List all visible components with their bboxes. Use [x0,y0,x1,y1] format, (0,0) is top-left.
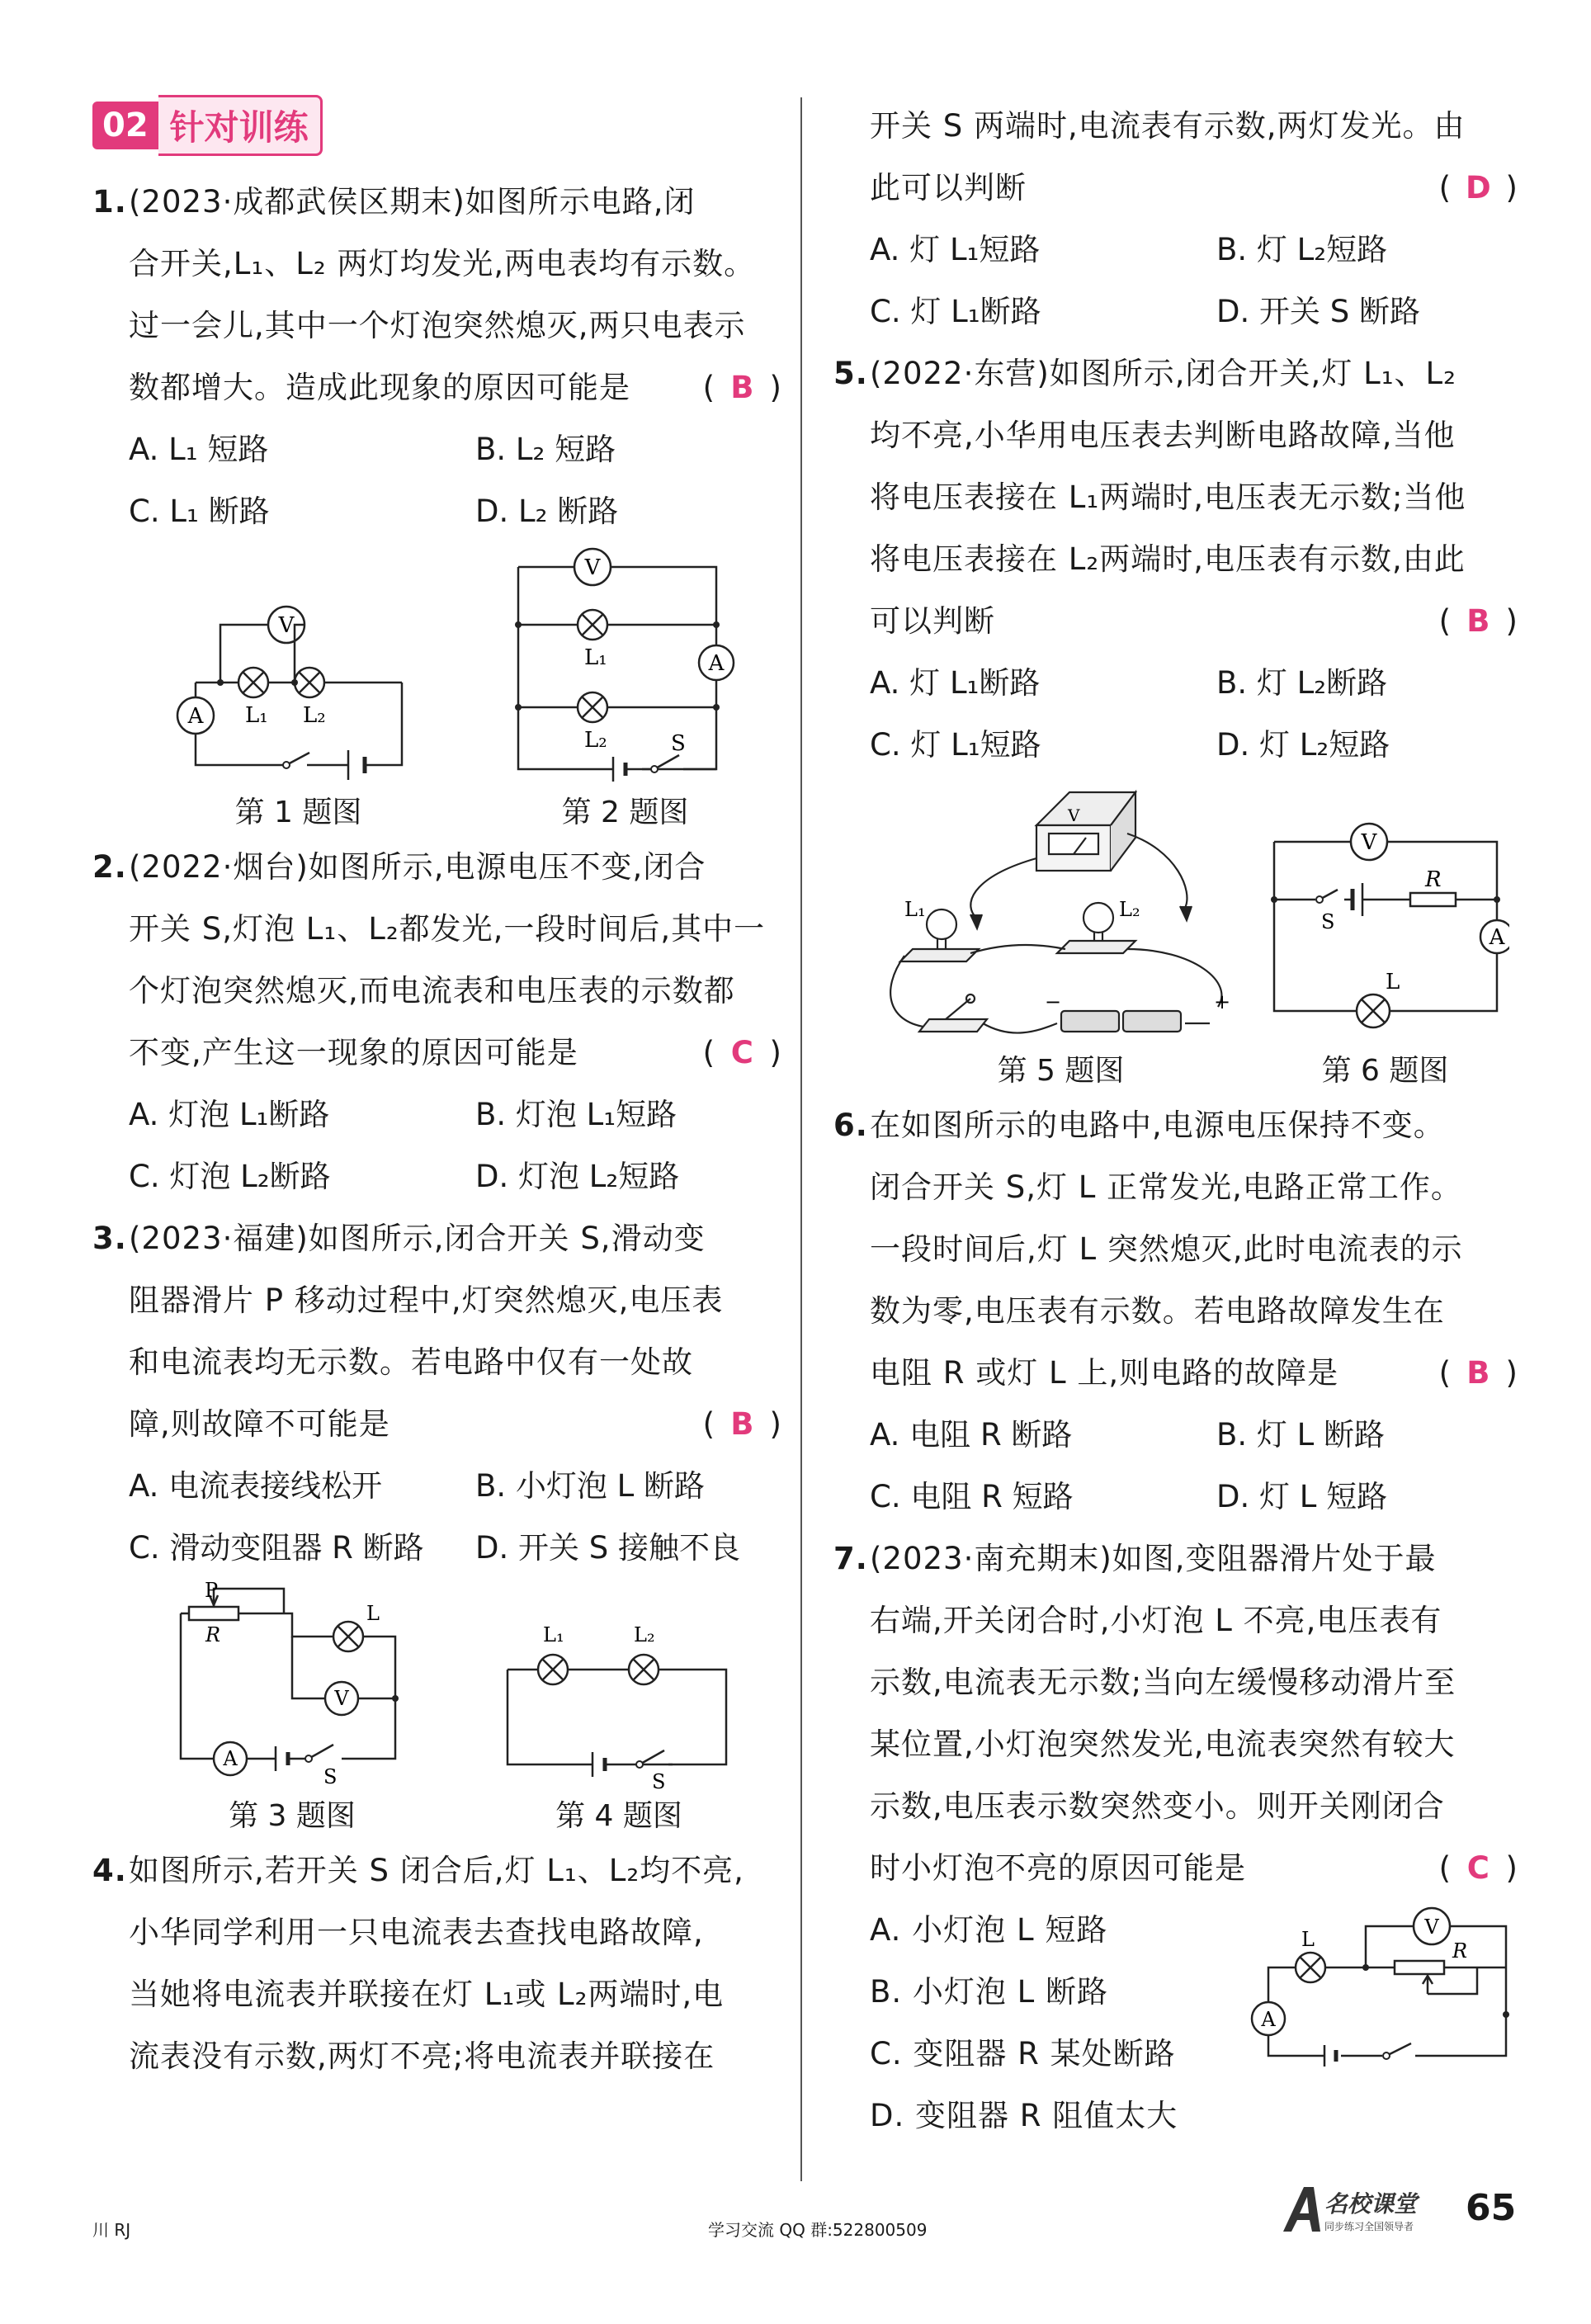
resistor-label: R [1424,867,1442,892]
question-text: 开关 S,灯泡 L₁、L₂都发光,一段时间后,其中一 [129,911,766,947]
question-4-continued [833,95,1518,342]
question-6 [833,1094,1518,1528]
question-text: 数为零,电压表有示数。若电路故障发生在 [870,1293,1445,1329]
question-text: 闭合开关 S,灯 L 正常发光,电路正常工作。 [870,1169,1462,1205]
answer-bracket: ( C ) [703,1022,782,1084]
rheostat-label: R [205,1623,221,1646]
question-1 [92,171,782,542]
question-number: 5. [833,356,868,391]
question-text: (2023·成都武侯区期末)如图所示电路,闭 [129,184,696,220]
option-a: A. 小灯泡 L 短路 [870,1912,1108,1948]
option-d: D. 开关 S 断路 [1216,294,1421,329]
question-text: (2023·南充期末)如图,变阻器滑片处于最 [870,1541,1437,1576]
slider-label: P [205,1579,219,1602]
circuit-diagram-1 [163,575,435,790]
question-text: 示数,电流表无示数;当向左缓慢移动滑片至 [870,1665,1456,1700]
option-d: D. 灯 L 短路 [1216,1479,1388,1514]
option-c: C. 灯泡 L₂断路 [129,1159,331,1194]
question-text: 如图所示,若开关 S 闭合后,灯 L₁、L₂均不亮, [129,1853,744,1888]
question-text: 此可以判断 [870,170,1027,205]
option-a: A. 灯泡 L₁断路 [129,1097,330,1132]
ammeter-label: A [223,1747,238,1770]
option-c: C. 变阻器 R 某处断路 [870,2036,1176,2071]
option-b: B. 灯 L₂断路 [1216,665,1388,701]
question-2 [92,836,782,1207]
question-text: 一段时间后,灯 L 突然熄灭,此时电流表的示 [870,1231,1463,1267]
lamp-l1-label: L₁ [244,703,268,728]
voltmeter-device-label: V [1067,805,1079,825]
answer: B [1466,1355,1491,1391]
answer: B [1466,603,1491,639]
question-text: 均不亮,小华用电压表去判断电路故障,当他 [870,418,1456,453]
page-number: 65 [1466,2187,1517,2229]
voltmeter-label: V [334,1687,349,1710]
brand-tagline: 同步练习全国领导者 [1324,2221,1414,2232]
answer: C [1466,1850,1490,1886]
question-text: (2022·东营)如图所示,闭合开关,灯 L₁、L₂ [870,356,1456,391]
option-c: C. 灯 L₁短路 [870,727,1041,763]
option-a: A. L₁ 短路 [129,432,269,467]
question-text: 将电压表接在 L₁两端时,电压表无示数;当他 [870,479,1466,515]
question-text: 小华同学利用一只电流表去查找电路故障, [129,1915,704,1950]
answer: B [730,370,755,405]
footer-edition: 川 RJ [92,2220,131,2240]
option-b: B. L₂ 短路 [475,432,616,467]
physical-circuit-diagram-5 [880,776,1243,1048]
option-a: A. 电流表接线松开 [129,1468,383,1504]
option-b: B. 小灯泡 L 断路 [870,1974,1109,2010]
ammeter-label: A [187,704,203,729]
question-text: 可以判断 [870,603,995,639]
switch-label: S [1320,910,1334,933]
option-c: C. 电阻 R 短路 [870,1479,1074,1514]
figure-caption: 第 5 题图 [997,1054,1125,1088]
option-a: A. 灯 L₁断路 [870,665,1041,701]
lamp-l1-label: L₁ [904,898,926,921]
question-text: (2022·烟台)如图所示,电源电压不变,闭合 [129,849,706,885]
lamp-l2-label: L₂ [634,1623,655,1646]
section-title: 针对训练 [158,95,323,156]
brand-name: 名校课堂 [1324,2190,1418,2218]
footer-qq-group: 学习交流 QQ 群:522800509 [708,2220,928,2240]
voltmeter-label: V [1361,830,1376,855]
figure-6 [1262,817,1509,1094]
question-text: 和电流表均无示数。若电路中仅有一处故 [129,1344,693,1380]
option-b: B. 小灯泡 L 断路 [475,1468,706,1504]
option-a: A. 电阻 R 断路 [870,1417,1073,1452]
option-d: D. 变阻器 R 阻值太大 [870,2098,1178,2133]
voltmeter-label: V [278,613,294,638]
option-d: D. 灯泡 L₂短路 [475,1159,680,1194]
rheostat-label: R [1452,1939,1468,1963]
figure-caption: 第 3 题图 [229,1799,356,1833]
left-column [92,95,782,2087]
figure-caption: 第 2 题图 [561,796,689,829]
question-text: 障,则故障不可能是 [129,1406,390,1442]
figure-row-5-6 [870,776,1518,1094]
lamp-label: L [366,1602,380,1625]
figure-1 [163,575,435,836]
question-number: 4. [92,1853,127,1888]
figure-caption: 第 1 题图 [234,796,362,829]
question-text: 开关 S 两端时,电流表有示数,两灯发光。由 [870,108,1466,144]
question-number: 6. [833,1108,868,1143]
right-column [833,95,1518,2147]
question-text: (2023·福建)如图所示,闭合开关 S,滑动变 [129,1221,706,1256]
question-text: 流表没有示数,两灯不亮;将电流表并联接在 [129,2038,715,2074]
answer-bracket: ( B ) [1439,590,1518,652]
ammeter-label: A [708,651,724,676]
lamp-l1-label: L₁ [543,1623,564,1646]
question-text: 右端,开关闭合时,小灯泡 L 不亮,电压表有 [870,1603,1442,1638]
battery-minus-label: − [1044,990,1061,1013]
figure-caption: 第 4 题图 [555,1799,682,1833]
question-number: 1. [92,184,127,220]
option-c: C. L₁ 断路 [129,494,270,529]
switch-label: S [670,731,686,756]
answer: C [730,1035,754,1070]
option-b: B. 灯 L₂短路 [1216,232,1388,267]
section-header [92,95,782,156]
switch-label: S [323,1765,338,1788]
answer-bracket: ( B ) [703,1393,782,1455]
option-d: D. 开关 S 接触不良 [475,1530,741,1566]
question-text: 合开关,L₁、L₂ 两灯均发光,两电表均有示数。 [129,246,756,281]
section-number: 02 [92,102,158,149]
switch-label: S [652,1770,666,1793]
question-text: 在如图所示的电路中,电源电压保持不变。 [870,1108,1445,1143]
lamp-label: L [1385,970,1400,994]
lamp-l2-label: L₂ [583,728,607,753]
figure-row-3-4 [129,1579,782,1840]
option-b: B. 灯泡 L₁短路 [475,1097,677,1132]
brand-logo [1279,2180,1452,2241]
option-c: C. 灯 L₁断路 [870,294,1041,329]
answer-bracket: ( D ) [1439,157,1518,219]
answer-bracket: ( C ) [1439,1837,1518,1899]
lamp-l2-label: L₂ [1118,898,1140,921]
question-text: 时小灯泡不亮的原因可能是 [870,1850,1246,1886]
question-4 [92,1840,782,2087]
figure-3 [168,1579,416,1840]
answer-bracket: ( B ) [1439,1342,1518,1404]
circuit-diagram-7 [1250,1903,1523,2068]
battery-plus-label: + [1213,990,1230,1013]
question-5 [833,342,1518,776]
brand-logo-icon [1279,2180,1452,2238]
lamp-label: L [1301,1928,1315,1951]
voltmeter-label: V [584,555,600,580]
circuit-diagram-6 [1262,817,1509,1048]
question-text: 不变,产生这一现象的原因可能是 [129,1035,578,1070]
circuit-diagram-3 [168,1579,416,1793]
ammeter-label: A [1489,925,1504,950]
ammeter-label: A [1261,2008,1276,2031]
answer: D [1465,170,1492,205]
question-text: 阻器滑片 P 移动过程中,灯突然熄灭,电压表 [129,1282,724,1318]
option-d: D. L₂ 断路 [475,494,619,529]
question-text: 示数,电压表示数突然变小。则开关刚闭合 [870,1788,1445,1824]
circuit-diagram-2 [502,542,749,790]
option-b: B. 灯 L 断路 [1216,1417,1386,1452]
lamp-l1-label: L₁ [583,645,607,670]
option-c: C. 滑动变阻器 R 断路 [129,1530,424,1566]
figure-5 [880,776,1243,1094]
question-number: 3. [92,1221,127,1256]
question-text: 个灯泡突然熄灭,而电流表和电压表的示数都 [129,973,735,1008]
question-text: 数都增大。造成此现象的原因可能是 [129,370,630,405]
figure-2 [502,542,749,836]
voltmeter-label: V [1424,1915,1439,1939]
option-a: A. 灯 L₁短路 [870,232,1041,267]
question-text: 过一会儿,其中一个灯泡突然熄灭,两只电表示 [129,308,746,343]
figure-caption: 第 6 题图 [1321,1054,1449,1088]
question-number: 7. [833,1541,868,1576]
question-7 [833,1528,1518,2147]
lamp-l2-label: L₂ [302,703,326,728]
question-text: 某位置,小灯泡突然发光,电流表突然有较大 [870,1726,1456,1762]
question-text: 电阻 R 或灯 L 上,则电路的故障是 [870,1355,1339,1391]
circuit-diagram-4 [495,1612,743,1793]
figure-4 [495,1612,743,1840]
figure-row-1-2 [129,542,782,836]
question-3 [92,1207,782,1579]
question-number: 2. [92,849,127,885]
question-text: 当她将电流表并联接在灯 L₁或 L₂两端时,电 [129,1977,725,2012]
answer: B [730,1406,755,1442]
question-text: 将电压表接在 L₂两端时,电压表有示数,由此 [870,541,1466,577]
option-d: D. 灯 L₂短路 [1216,727,1390,763]
answer-bracket: ( B ) [703,357,782,418]
